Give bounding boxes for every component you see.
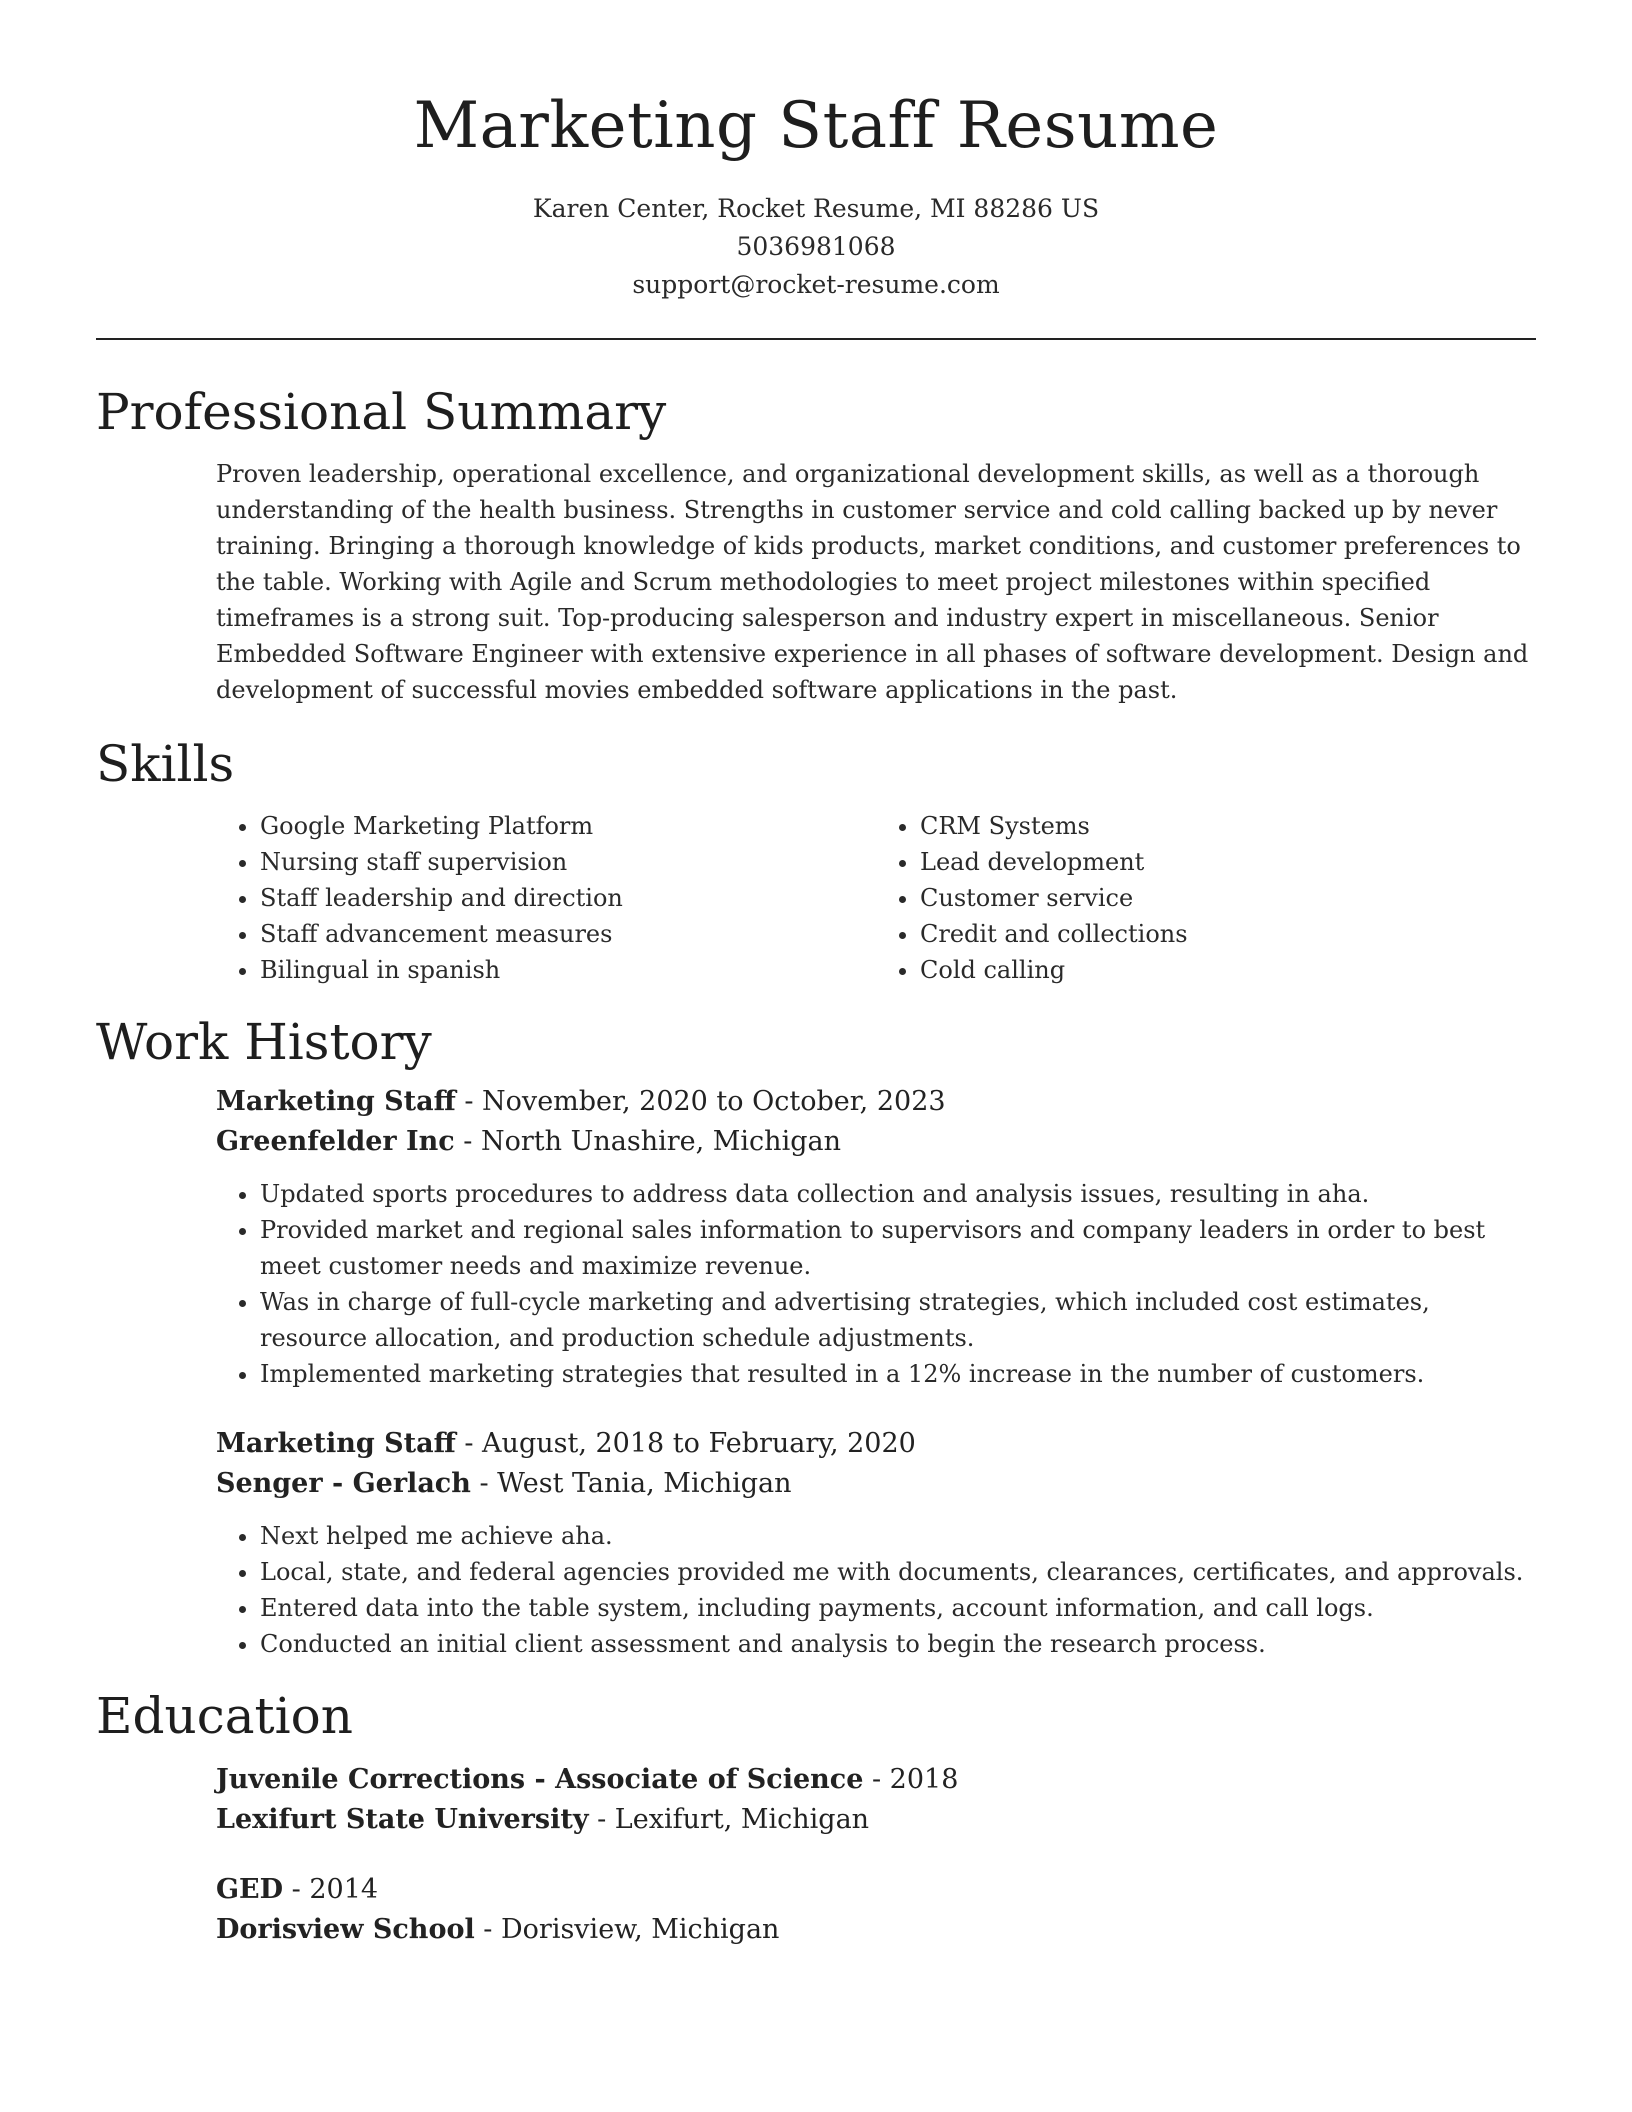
job-company: Greenfelder Inc xyxy=(216,1126,455,1157)
job-company: Senger - Gerlach xyxy=(216,1468,471,1499)
job-bullet: • Entered data into the table system, including payments, account information, and call logs. xyxy=(260,1590,1536,1626)
education-school: Dorisview School xyxy=(216,1914,475,1945)
job-bullet: • Conducted an initial client assessment and analysis to begin the research process. xyxy=(260,1626,1536,1662)
job-bullet: • Was in charge of full-cycle marketing and advertising strategies, which included cost estimates, resource allocation, and production schedule adjustments. xyxy=(260,1284,1536,1356)
resume-header xyxy=(96,0,1536,304)
contact-block xyxy=(96,190,1536,304)
education-degree-line xyxy=(216,1870,1536,1910)
job-dates: - November, 2020 to October, 2023 xyxy=(455,1086,946,1117)
page-title: Marketing Staff Resume xyxy=(413,89,1219,163)
job-entry xyxy=(216,1082,1536,1392)
skills-heading: Skills xyxy=(96,735,235,793)
education-entry xyxy=(216,1760,1536,1840)
header-divider xyxy=(96,338,1536,340)
skill-item: • Staff advancement measures xyxy=(260,916,876,952)
education-year: - 2018 xyxy=(863,1764,959,1795)
education-section xyxy=(96,1760,1536,1950)
job-bullet: • Local, state, and federal agencies provided me with documents, clearances, certificates, and approvals. xyxy=(260,1554,1536,1590)
skill-item: • Customer service xyxy=(920,880,1536,916)
skill-item: • Lead development xyxy=(920,844,1536,880)
job-location: - West Tania, Michigan xyxy=(470,1468,792,1499)
job-bullet: • Updated sports procedures to address data collection and analysis issues, resulting in aha. xyxy=(260,1176,1536,1212)
education-degree: GED xyxy=(216,1874,284,1905)
education-location: - Dorisview, Michigan xyxy=(474,1914,780,1945)
education-heading: Education xyxy=(96,1687,353,1745)
summary-section xyxy=(96,456,1536,708)
contact-address: Karen Center, Rocket Resume, MI 88286 US xyxy=(532,194,1100,223)
education-entry xyxy=(216,1870,1536,1950)
work-section xyxy=(96,1082,1536,1662)
job-bullet: • Next helped me achieve aha. xyxy=(260,1518,1536,1554)
job-company-line xyxy=(216,1122,1536,1162)
education-year: - 2014 xyxy=(283,1874,379,1905)
skills-list-left xyxy=(216,808,876,988)
job-entry xyxy=(216,1424,1536,1662)
education-degree-line xyxy=(216,1760,1536,1800)
skill-item: • Credit and collections xyxy=(920,916,1536,952)
job-bullet: • Implemented marketing strategies that resulted in a 12% increase in the number of customers. xyxy=(260,1356,1536,1392)
work-heading: Work History xyxy=(96,1013,432,1071)
contact-phone: 5036981068 xyxy=(736,232,896,261)
skill-item: • CRM Systems xyxy=(920,808,1536,844)
job-location: - North Unashire, Michigan xyxy=(454,1126,841,1157)
contact-email: support@rocket-resume.com xyxy=(632,270,1000,299)
skill-item: • Google Marketing Platform xyxy=(260,808,876,844)
skill-item: • Nursing staff supervision xyxy=(260,844,876,880)
skills-list-right xyxy=(876,808,1536,988)
job-bullet: • Provided market and regional sales information to supervisors and company leaders in order to best meet customer needs and maximize revenue. xyxy=(260,1212,1536,1284)
skill-item: • Cold calling xyxy=(920,952,1536,988)
education-degree: Juvenile Corrections - Associate of Science xyxy=(216,1764,864,1795)
education-school-line xyxy=(216,1910,1536,1950)
job-title: Marketing Staff xyxy=(216,1428,456,1459)
job-dates: - August, 2018 to February, 2020 xyxy=(455,1428,916,1459)
skills-section xyxy=(96,808,1536,988)
summary-text: Proven leadership, operational excellence, and organizational development skills, as well as a thorough understanding of the health business. Strengths in customer service and cold calling backed up by never training. Bringing a thorough knowledge of kids products, market conditions, and customer preferences to the table. Working with Agile and Scrum methodologies to meet project milestones within specified timeframes is a strong suit. Top-producing salesperson and industry expert in miscellaneous. Senior Embedded Software Engineer with extensive experience in all phases of software development. Design and development of successful movies embedded software applications in the past. xyxy=(216,460,1529,704)
summary-heading: Professional Summary xyxy=(96,383,667,441)
education-location: - Lexifurt, Michigan xyxy=(588,1804,870,1835)
job-title: Marketing Staff xyxy=(216,1086,456,1117)
education-school: Lexifurt State University xyxy=(216,1804,589,1835)
skill-item: • Bilingual in spanish xyxy=(260,952,876,988)
education-school-line xyxy=(216,1800,1536,1840)
job-bullets xyxy=(216,1518,1536,1662)
job-title-line xyxy=(216,1424,1536,1464)
skill-item: • Staff leadership and direction xyxy=(260,880,876,916)
job-bullets xyxy=(216,1176,1536,1392)
job-company-line xyxy=(216,1464,1536,1504)
job-title-line xyxy=(216,1082,1536,1122)
